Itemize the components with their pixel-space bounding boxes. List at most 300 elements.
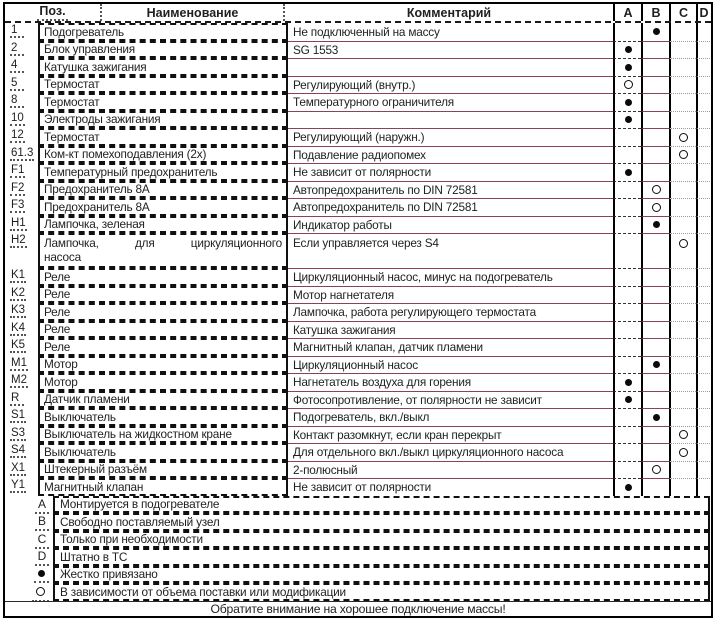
comment-label: Катушка зажигания (293, 322, 396, 337)
pos-label: K4 (11, 321, 26, 334)
table-header-row (5, 4, 711, 23)
name-box (38, 286, 288, 304)
marker-cell-a (613, 163, 641, 181)
comment-cell (288, 426, 613, 444)
name-label: Лампочка, зеленая (44, 217, 145, 232)
header-col-b-label: B (651, 5, 661, 20)
marker-cell-d (696, 338, 710, 356)
name-cell (38, 443, 288, 461)
header-col-a-label: A (623, 5, 633, 20)
marker-cell-b (641, 76, 669, 94)
marker-cell-c (669, 461, 696, 479)
pos-label: S1 (11, 409, 26, 421)
name-label: Датчик пламени (44, 392, 130, 407)
parts-table-document (3, 2, 713, 618)
comment-label: Контакт разомкнут, если кран перекрыт (293, 427, 502, 442)
pos-label: S4 (11, 444, 26, 456)
comment-label: Мотор нагнетателя (293, 287, 394, 302)
marker-cell-d (696, 146, 710, 164)
comment-label: Лампочка, работа регулирующего термостата (293, 305, 536, 320)
name-box (38, 356, 288, 374)
name-box (38, 93, 288, 111)
marker-cell-a (613, 303, 641, 321)
marker-cell-b (641, 373, 669, 391)
name-label: Катушка зажигания (44, 59, 147, 74)
comment-label: Для отдельного вкл./выкл циркуляционного насоса (293, 445, 564, 460)
marker-cell-a (613, 23, 641, 41)
legend-description-box (53, 583, 710, 601)
header-col-a (613, 4, 641, 21)
legend-row (5, 531, 711, 549)
pos-cell (5, 41, 38, 59)
pos-cell (5, 303, 38, 321)
marker-cell-d (696, 286, 710, 304)
pos-cell (5, 181, 38, 199)
name-cell (38, 286, 288, 304)
legend-symbol-cell (5, 566, 53, 584)
legend-symbol (34, 567, 49, 583)
marker-cell-a (613, 373, 641, 391)
table-row (5, 286, 711, 304)
pos-cell (5, 128, 38, 146)
legend-description: В зависимости от объема поставки или модификации (60, 584, 346, 599)
table-row (5, 163, 711, 181)
legend-container (5, 496, 711, 601)
marker-cell-c (669, 478, 696, 496)
name-box (38, 443, 288, 461)
marker-cell-b (641, 111, 669, 129)
name-cell (38, 478, 288, 496)
name-box (38, 391, 288, 409)
table-row (5, 111, 711, 129)
name-cell (38, 76, 288, 94)
marker-cell-d (696, 23, 710, 41)
name-cell (38, 216, 288, 234)
marker-cell-c (669, 391, 696, 409)
comment-cell (288, 93, 613, 111)
legend-symbol-cell (5, 583, 53, 601)
header-col-c (669, 4, 696, 21)
pos-label: 5 (10, 77, 24, 91)
comment-label: Не подключенный на массу (293, 24, 440, 39)
table-row (5, 303, 711, 321)
header-name (102, 4, 285, 21)
name-cell (38, 426, 288, 444)
name-cell (38, 93, 288, 111)
header-pos-label: Поз. (37, 4, 67, 21)
marker-cell-a (613, 356, 641, 374)
comment-cell (288, 391, 613, 409)
pos-label: 61.3 (11, 146, 34, 159)
marker-cell-c (669, 408, 696, 426)
comment-label: Автопредохранитель по DIN 72581 (293, 200, 478, 215)
legend-description-box (53, 513, 710, 531)
name-label: Температурный предохранитель (44, 164, 218, 179)
pos-label: 8 (10, 94, 24, 108)
comment-label: Подавление радиопомех (293, 147, 426, 162)
legend-description-box (53, 548, 710, 566)
marker-cell-c (669, 426, 696, 444)
marker-cell-c (669, 163, 696, 181)
pos-cell (5, 443, 38, 461)
legend-description-box (53, 496, 710, 514)
marker-cell-b (641, 181, 669, 199)
name-box (38, 373, 288, 391)
table-row (5, 181, 711, 199)
marker-cell-d (696, 356, 710, 374)
marker-cell-b (641, 23, 669, 41)
marker-cell-c (669, 338, 696, 356)
legend-row (5, 513, 711, 531)
open-circle-icon (679, 133, 688, 142)
name-cell (38, 233, 288, 268)
marker-cell-b (641, 443, 669, 461)
marker-cell-c (669, 216, 696, 234)
name-box (38, 198, 288, 216)
legend-row (5, 548, 711, 566)
marker-cell-b (641, 93, 669, 111)
name-box (38, 426, 288, 444)
comment-label: Фотосопротивление, от полярности не зависит (293, 392, 542, 407)
legend-symbol-cell (5, 531, 53, 549)
legend-description-box (53, 531, 710, 549)
name-box (38, 233, 288, 268)
open-circle-icon (679, 448, 688, 457)
header-name-label: Наименование (146, 5, 239, 20)
name-label: Магнитный клапан (44, 479, 144, 494)
name-box (38, 321, 288, 339)
comment-cell (288, 146, 613, 164)
table-row (5, 93, 711, 111)
name-cell (38, 23, 288, 41)
pos-cell (5, 268, 38, 286)
comment-cell (288, 286, 613, 304)
open-circle-icon (679, 430, 688, 439)
pos-label: M1 (11, 356, 27, 369)
name-box (38, 23, 288, 41)
header-comment (285, 4, 613, 21)
table-row (5, 216, 711, 234)
filled-dot-icon (625, 46, 632, 53)
marker-cell-a (613, 391, 641, 409)
table-row (5, 198, 711, 216)
marker-cell-b (641, 128, 669, 146)
marker-cell-c (669, 93, 696, 111)
name-box (38, 181, 288, 199)
open-circle-icon (679, 150, 688, 159)
pos-label: 1 (10, 24, 24, 38)
marker-cell-a (613, 58, 641, 76)
marker-cell-d (696, 216, 710, 234)
marker-cell-a (613, 128, 641, 146)
comment-label: Температурного ограничителя (293, 95, 454, 110)
marker-cell-b (641, 426, 669, 444)
marker-cell-c (669, 181, 696, 199)
marker-cell-a (613, 461, 641, 479)
marker-cell-c (669, 303, 696, 321)
marker-cell-c (669, 198, 696, 216)
name-cell (38, 356, 288, 374)
legend-symbol-cell (5, 548, 53, 566)
pos-cell (5, 478, 38, 496)
table-row (5, 146, 711, 164)
open-circle-icon (36, 587, 45, 596)
name-box (38, 41, 288, 59)
comment-cell (288, 181, 613, 199)
name-cell (38, 408, 288, 426)
name-label: Подогреватель (44, 24, 124, 39)
pos-label: 10 (11, 111, 24, 124)
header-col-b (641, 4, 669, 21)
name-label: Реле (44, 287, 71, 302)
comment-cell (288, 76, 613, 94)
pos-label: 12 (11, 129, 24, 141)
legend-description: Свободно поставляемый узел (60, 514, 220, 529)
name-box (38, 408, 288, 426)
pos-label: 2 (10, 42, 24, 56)
comment-cell (288, 128, 613, 146)
marker-cell-a (613, 408, 641, 426)
name-label: Электроды зажигания (44, 112, 161, 127)
marker-cell-c (669, 76, 696, 94)
rows-container (5, 23, 711, 496)
name-box (38, 303, 288, 321)
marker-cell-d (696, 233, 710, 268)
marker-cell-c (669, 373, 696, 391)
name-box (38, 478, 288, 496)
name-box (38, 163, 288, 181)
comment-label: Автопредохранитель по DIN 72581 (293, 182, 478, 197)
filled-dot-icon (625, 116, 632, 123)
marker-cell-a (613, 76, 641, 94)
name-label: Лампочка, для циркуляционного насоса (44, 236, 282, 264)
marker-cell-b (641, 216, 669, 234)
comment-cell (288, 163, 613, 181)
legend-row (5, 583, 711, 601)
name-label: Термостат (44, 77, 100, 92)
filled-dot-icon (653, 361, 660, 368)
pos-cell (5, 426, 38, 444)
marker-cell-a (613, 233, 641, 268)
name-label: Мотор (44, 374, 78, 389)
filled-dot-icon (653, 28, 660, 35)
comment-cell (288, 41, 613, 59)
header-col-d (696, 4, 710, 21)
name-cell (38, 268, 288, 286)
marker-cell-d (696, 373, 710, 391)
marker-cell-c (669, 233, 696, 268)
header-col-d-label: D (699, 5, 709, 20)
name-cell (38, 198, 288, 216)
pos-label: F2 (11, 181, 25, 194)
pos-cell (5, 233, 38, 268)
marker-cell-d (696, 408, 710, 426)
legend-description: Штатно в ТС (60, 549, 128, 564)
marker-cell-d (696, 181, 710, 199)
comment-cell (288, 408, 613, 426)
pos-label: K1 (11, 269, 26, 281)
legend-description-box (53, 566, 710, 584)
filled-dot-icon (625, 169, 632, 176)
pos-label: H2 (11, 234, 26, 246)
marker-cell-a (613, 338, 641, 356)
comment-cell (288, 321, 613, 339)
pos-label: F1 (11, 164, 25, 176)
filled-dot-icon (625, 379, 632, 386)
name-label: Блок управления (44, 42, 135, 57)
marker-cell-b (641, 356, 669, 374)
comment-label: Магнитный клапан, датчик пламени (293, 340, 483, 355)
name-label: Реле (44, 304, 71, 319)
name-cell (38, 303, 288, 321)
name-label: Реле (44, 339, 71, 354)
name-cell (38, 181, 288, 199)
marker-cell-c (669, 23, 696, 41)
comment-label: Если управляется через S4 (293, 236, 439, 250)
table-row (5, 23, 711, 41)
marker-cell-a (613, 146, 641, 164)
marker-cell-b (641, 41, 669, 59)
pos-cell (5, 111, 38, 129)
comment-label: SG 1553 (293, 42, 339, 57)
pos-label: S3 (11, 426, 26, 439)
marker-cell-d (696, 461, 710, 479)
marker-cell-d (696, 303, 710, 321)
marker-cell-a (613, 426, 641, 444)
legend-description: Только при необходимости (60, 532, 203, 547)
marker-cell-b (641, 198, 669, 216)
table-row (5, 58, 711, 76)
table-row (5, 478, 711, 496)
comment-label: Индикатор работы (293, 217, 392, 232)
comment-cell (288, 58, 613, 76)
pos-cell (5, 146, 38, 164)
pos-label: K2 (11, 286, 26, 299)
pos-cell (5, 408, 38, 426)
name-cell (38, 111, 288, 129)
pos-cell (5, 216, 38, 234)
name-box (38, 58, 288, 76)
marker-cell-c (669, 111, 696, 129)
name-cell (38, 373, 288, 391)
pos-label: K5 (11, 339, 26, 351)
pos-label: F3 (11, 199, 25, 211)
marker-cell-b (641, 146, 669, 164)
comment-label: Регулирующий (наружн.) (293, 130, 425, 145)
marker-cell-a (613, 268, 641, 286)
pos-cell (5, 198, 38, 216)
marker-cell-c (669, 356, 696, 374)
marker-cell-b (641, 321, 669, 339)
name-label: Штекерный разъём (44, 462, 147, 477)
name-box (38, 128, 288, 146)
name-label: Предохранитель 8А (44, 182, 150, 197)
marker-cell-b (641, 478, 669, 496)
pos-cell (5, 461, 38, 479)
name-cell (38, 338, 288, 356)
table-row (5, 268, 711, 286)
pos-cell (5, 338, 38, 356)
comment-cell (288, 338, 613, 356)
marker-cell-a (613, 198, 641, 216)
footer-note (5, 601, 711, 617)
name-label: Предохранитель 8А (44, 199, 150, 214)
marker-cell-d (696, 163, 710, 181)
name-box (38, 111, 288, 129)
name-label: Выключатель на жидкостном кране (44, 427, 232, 442)
legend-symbol (32, 584, 49, 602)
name-label: Термостат (44, 129, 100, 144)
name-cell (38, 321, 288, 339)
comment-label: 2-полюсный (293, 462, 358, 477)
comment-cell (288, 373, 613, 391)
table-row (5, 391, 711, 409)
pos-label: Y1 (11, 479, 26, 491)
comment-cell (288, 356, 613, 374)
marker-cell-b (641, 58, 669, 76)
comment-cell (288, 233, 613, 268)
pos-cell (5, 76, 38, 94)
marker-cell-b (641, 268, 669, 286)
name-label: Выключатель (44, 444, 116, 459)
legend-description: Монтируется в подогревателе (60, 497, 220, 512)
pos-label: 4 (10, 59, 24, 73)
marker-cell-b (641, 391, 669, 409)
name-label: Мотор (44, 357, 78, 372)
marker-cell-a (613, 443, 641, 461)
pos-label: R (10, 392, 24, 406)
table-row (5, 356, 711, 374)
comment-cell (288, 443, 613, 461)
name-label: Выключатель (44, 409, 116, 424)
table-row (5, 461, 711, 479)
name-box (38, 338, 288, 356)
name-cell (38, 146, 288, 164)
comment-cell (288, 198, 613, 216)
marker-cell-c (669, 443, 696, 461)
footer-note-text: Обратите внимание на хорошее подключение массы! (210, 601, 506, 616)
marker-cell-a (613, 216, 641, 234)
open-circle-icon (652, 203, 661, 212)
name-cell (38, 128, 288, 146)
comment-cell (288, 23, 613, 41)
marker-cell-d (696, 321, 710, 339)
name-cell (38, 461, 288, 479)
marker-cell-a (613, 321, 641, 339)
pos-label: H1 (11, 216, 26, 229)
pos-label: X1 (11, 461, 26, 474)
name-label: Термостат (44, 94, 100, 109)
name-box (38, 268, 288, 286)
table-row (5, 338, 711, 356)
marker-cell-b (641, 338, 669, 356)
filled-dot-icon (625, 64, 632, 71)
name-label: Реле (44, 269, 71, 284)
open-circle-icon (652, 185, 661, 194)
pos-label: K3 (11, 304, 26, 316)
open-circle-icon (652, 465, 661, 474)
marker-cell-d (696, 111, 710, 129)
table-row (5, 373, 711, 391)
marker-cell-c (669, 58, 696, 76)
header-comment-label: Комментарий (406, 5, 492, 20)
marker-cell-c (669, 41, 696, 59)
marker-cell-c (669, 146, 696, 164)
comment-cell (288, 216, 613, 234)
marker-cell-d (696, 128, 710, 146)
marker-cell-c (669, 268, 696, 286)
filled-dot-icon (38, 570, 45, 577)
